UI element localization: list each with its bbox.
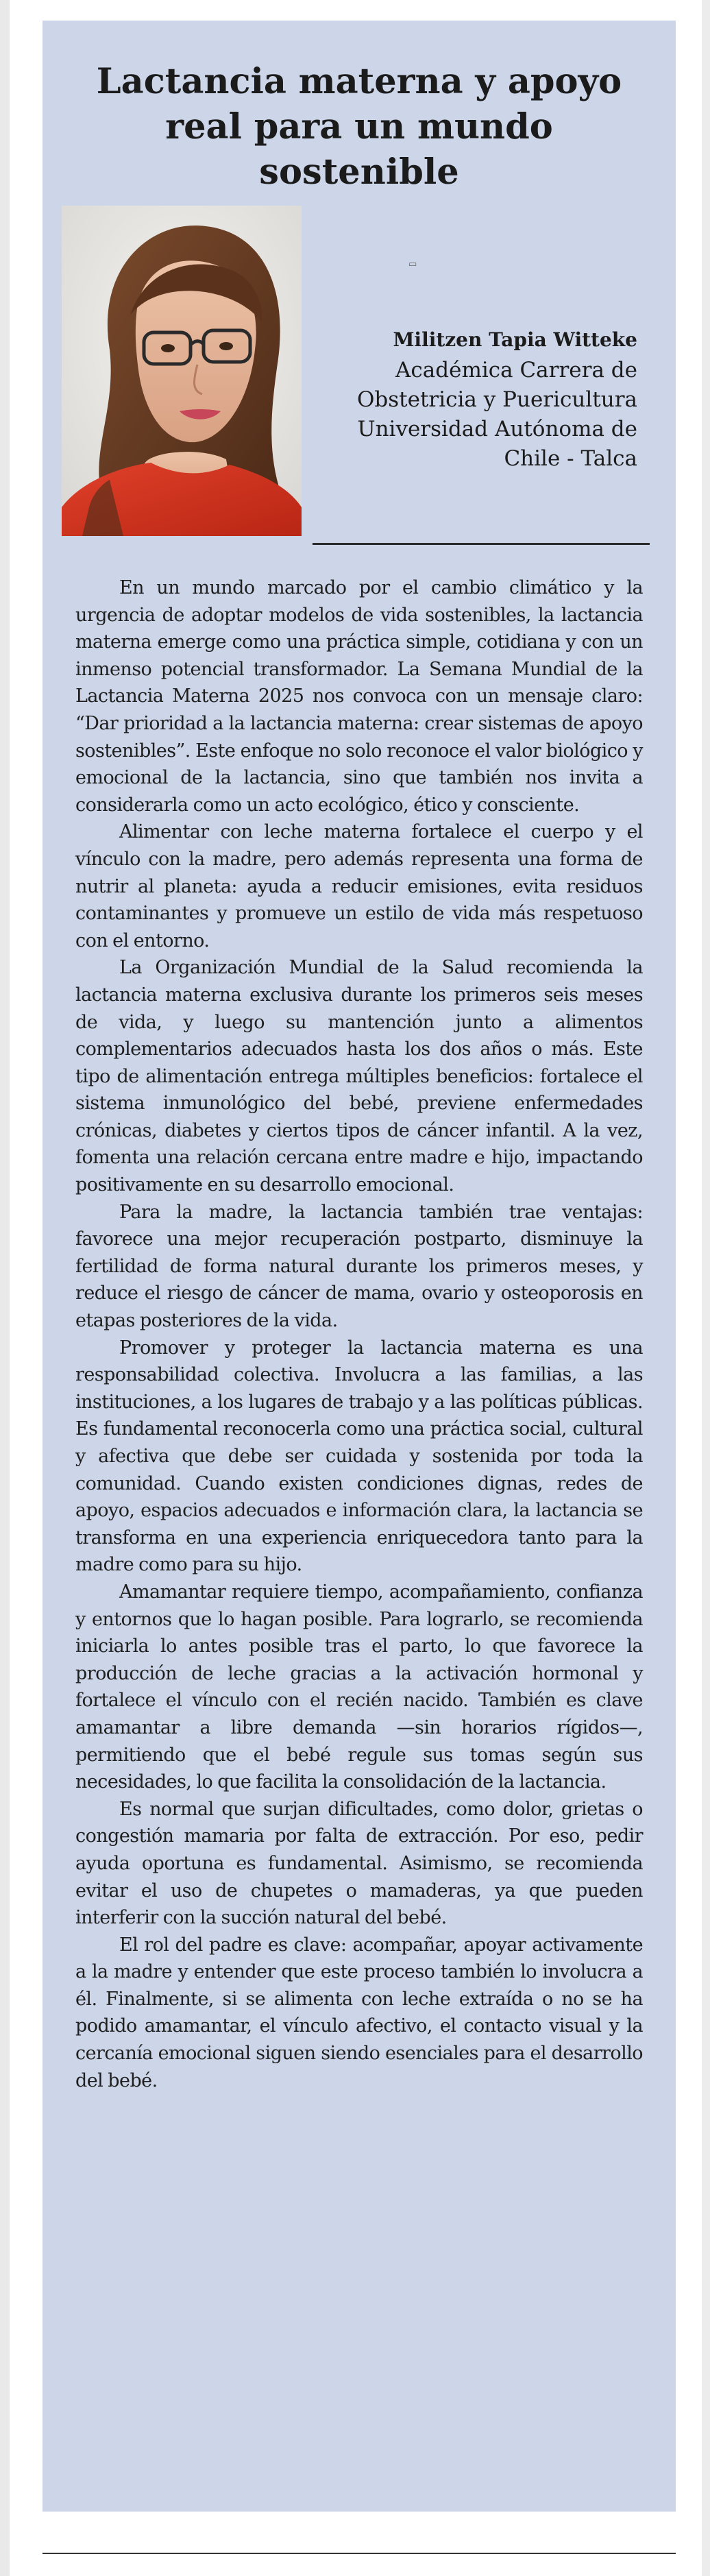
article-body: [75, 574, 643, 2094]
author-affiliation-line: Obstetricia y Puericultura: [356, 387, 637, 412]
article-paragraph: Es normal que surjan dificultades, como dolor, grietas o congestión mamaria por falta de extracción. Por eso, pedir ayuda oportuna es fundamental. Asimismo, se recomienda evitar el uso de chupetes o mamaderas, ya que pueden interferir con la succión natural del bebé.: [75, 1798, 643, 1929]
article-paragraph: Alimentar con leche materna fortalece el cuerpo y el vínculo con la madre, pero además representa una forma de nutrir al planeta: ayuda a reducir emisiones, evita residuos contaminantes y promueve un estilo de vida más respetuoso con el entorno.: [75, 821, 643, 951]
author-affiliation-line: Académica Carrera de: [395, 358, 637, 382]
page-bottom-rule: [42, 2553, 676, 2554]
article-paragraph: Promover y proteger la lactancia materna es una responsabilidad colectiva. Involucra a las familias, a las instituciones, a los lugares de trabajo y a las políticas públicas. Es fundamental reconocerla como una práctica social, cultural y afectiva que debe ser cuidada y sostenida por toda la comunidad. Cuando existen condiciones dignas, redes de apoyo, espacios adecuados e información clara, la lactancia se transforma en una experiencia enriquecedora tanto para la madre como para su hijo.: [75, 1337, 643, 1576]
author-rule: [313, 543, 650, 545]
article-paragraph: Amamantar requiere tiempo, acompañamiento, confianza y entornos que lo hagan posible. Para lograrlo, se recomienda iniciarla lo antes posible tras el parto, lo que favorece la producción de leche gracias a la activación hormonal y fortalece el vínculo con el recién nacido. También es clave amamantar a libre demanda —sin horarios rígidos—, permitiendo que el bebé regule sus tomas según sus necesidades, lo que facilita la consolidación de la lactancia.: [75, 1581, 643, 1793]
column-panel: [42, 21, 676, 2512]
page-edge-left: [0, 0, 10, 2576]
article-paragraph: La Organización Mundial de la Salud recomienda la lactancia materna exclusiva durante los primeros seis meses de vida, y luego su mantención junto a alimentos complementarios adecuados hasta los dos años o más. Este tipo de alimentación entrega múltiples beneficios: fortalece el sistema inmunológico del bebé, previene enfermedades crónicas, diabetes y ciertos tipos de cáncer infantil. A la vez, fomenta una relación cercana entre madre e hijo, impactando positivamente en su desarrollo emocional.: [75, 957, 643, 1196]
author-block: [75, 206, 643, 555]
headline: Lactancia materna y apoyo real para un mundo sostenible: [96, 61, 622, 193]
author-affiliation-line: Universidad Autónoma de: [357, 417, 637, 441]
author-info: [315, 326, 637, 474]
author-name: Militzen Tapia Witteke: [393, 328, 637, 351]
article-paragraph: En un mundo marcado por el cambio climático y la urgencia de adoptar modelos de vida sostenibles, la lactancia materna emerge como una práctica simple, cotidiana y con un inmenso potencial transformador. La Semana Mundial de la Lactancia Materna 2025 nos convoca con un mensaje claro: “Dar prioridad a la lactancia materna: crear sistemas de apoyo sostenibles”. Este enfoque no solo reconoce el valor biológico y emocional de la lactancia, sino que también nos invita a considerarla como un acto ecológico, ético y consciente.: [75, 577, 643, 816]
article-paragraph: Para la madre, la lactancia también trae ventajas: favorece una mejor recuperación postparto, disminuye la fertilidad de forma natural durante los primeros meses, y reduce el riesgo de cáncer de mama, ovario y osteoporosis en etapas posteriores de la vida.: [75, 1201, 643, 1332]
image-placeholder-icon: ▭: [408, 259, 418, 269]
article-paragraph: El rol del padre es clave: acompañar, apoyar activamente a la madre y entender que este proceso también lo involucra a él. Finalmente, si se alimenta con leche extraída o no se ha podido amamantar, el vínculo afectivo, el contacto visual y la cercanía emocional siguen siendo esenciales para el desarrollo del bebé.: [75, 1934, 643, 2091]
author-photo: [62, 206, 302, 536]
page-edge-right: [702, 0, 710, 2576]
author-affiliation-line: Chile - Talca: [504, 446, 637, 471]
